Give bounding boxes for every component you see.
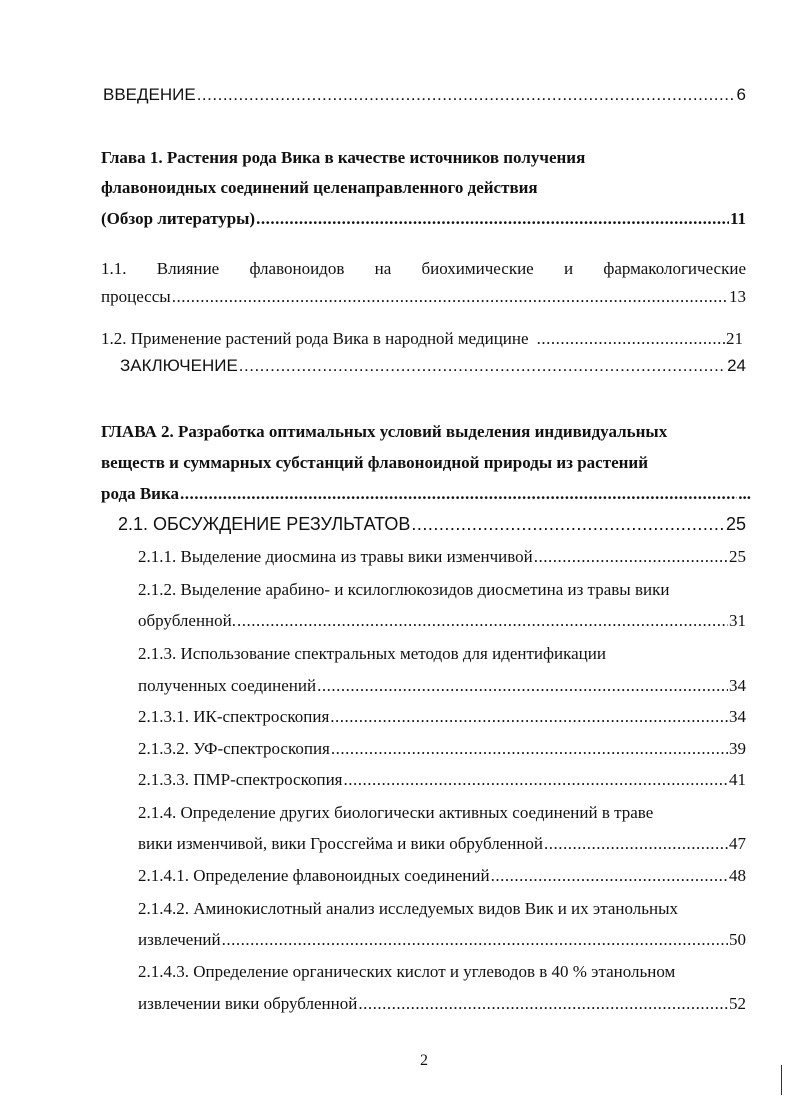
toc-page: 39 (729, 739, 746, 758)
leader-dots (239, 357, 726, 374)
leader-dots (537, 330, 725, 347)
toc-title: ЗАКЛЮЧЕНИЕ (120, 356, 238, 375)
toc-page: 24 (727, 356, 746, 375)
toc-page: 31 (729, 611, 746, 630)
toc-page: 50 (729, 930, 746, 949)
toc-title: (Обзор литературы) (101, 209, 256, 228)
toc-entry[interactable] (138, 548, 746, 565)
toc-title: 2.1.3. Использование спектральных методов для идентификации (138, 644, 606, 663)
leader-dots (411, 515, 725, 533)
toc-conclusion[interactable] (120, 357, 746, 374)
leader-dots (358, 995, 728, 1012)
chapter2-heading-line: веществ и суммарных субстанций флавоноидной природы из растений (101, 453, 649, 472)
toc-title: 2.1.3.2. УФ-спектроскопия (138, 739, 330, 758)
word: Влияние (156, 259, 220, 278)
word: биохимические (421, 259, 534, 278)
toc-page: 41 (729, 770, 746, 789)
leader-dots (256, 210, 729, 227)
chapter1-heading-line: Глава 1. Растения рода Вика в качестве источников получения (101, 148, 586, 167)
toc-title: 2.1.1. Выделение диосмина из травы вики изменчивой (138, 547, 533, 566)
toc-title: 2.1.4.1. Определение флавоноидных соединений (138, 866, 490, 885)
toc-page: 34 (729, 676, 746, 695)
scan-mark (781, 1065, 782, 1095)
toc-page: 13 (729, 287, 746, 306)
leader-dots (544, 835, 728, 852)
word: флавоноидов (249, 259, 345, 278)
toc-chapter2[interactable] (101, 485, 751, 502)
toc-title: процессы (101, 287, 171, 306)
toc-entry[interactable] (138, 835, 746, 852)
leader-dots (330, 708, 728, 725)
toc-title: 2.1.4.3. Определение органических кислот и углеводов в 40 % этанольном (138, 962, 676, 981)
toc-entry-line (138, 963, 675, 980)
toc-chapter1[interactable] (101, 210, 746, 227)
chapter1-heading-line: флавоноидных соединений целенаправленного действия (101, 178, 538, 197)
toc-title: рода Вика (101, 484, 179, 503)
toc-page: 6 (736, 85, 746, 104)
toc-page: 25 (729, 547, 746, 566)
toc-intro[interactable] (103, 86, 746, 103)
toc-title: обрубленной. (138, 611, 236, 630)
toc-section-1-1[interactable] (101, 260, 746, 277)
leader-dots (197, 86, 736, 103)
leader-dots (344, 771, 729, 788)
word: фармакологические (603, 259, 746, 278)
page-number: 2 (420, 1052, 428, 1069)
word: и (563, 259, 574, 278)
toc-entry[interactable] (138, 612, 746, 629)
chapter2-heading-line: ГЛАВА 2. Разработка оптимальных условий выделения индивидуальных (101, 422, 668, 441)
toc-page: ... (738, 484, 751, 503)
toc-page: 52 (729, 994, 746, 1013)
toc-entry[interactable] (138, 867, 746, 884)
toc-section-2-1[interactable] (118, 515, 746, 533)
leader-dots (331, 740, 728, 757)
leader-dots (237, 612, 728, 629)
toc-title: 2.1.3.3. ПМР-спектроскопия (138, 770, 343, 789)
toc-entry-line (138, 804, 653, 821)
toc-title: 2.1. ОБСУЖДЕНИЕ РЕЗУЛЬТАТОВ (118, 514, 411, 534)
leader-dots (180, 485, 737, 502)
word: 1.1. (101, 259, 127, 278)
toc-title: извлечений (138, 930, 221, 949)
toc-title: 1.2. Применение растений рода Вика в народной медицине (101, 329, 529, 348)
toc-title: 2.1.4. Определение других биологически активных соединений в траве (138, 803, 654, 822)
toc-page: 47 (729, 834, 746, 853)
toc-entry[interactable] (138, 771, 746, 788)
leader-dots (222, 931, 728, 948)
toc-page: 34 (729, 707, 746, 726)
toc-title: 2.1.3.1. ИК-спектроскопия (138, 707, 330, 726)
toc-section-1-2[interactable] (101, 330, 743, 347)
leader-dots (491, 867, 728, 884)
toc-title: 2.1.2. Выделение арабино- и ксилоглюкозидов диосметина из травы вики (138, 580, 670, 599)
toc-entry[interactable] (138, 931, 746, 948)
toc-entry[interactable] (138, 740, 746, 757)
leader-dots (317, 677, 728, 694)
toc-title: ВВЕДЕНИЕ (103, 85, 196, 104)
toc-entry[interactable] (138, 677, 746, 694)
toc-entry-line (138, 645, 606, 662)
toc-entry-line (138, 581, 669, 598)
toc-page: 11 (729, 209, 746, 228)
toc-section-1-1-cont[interactable] (101, 288, 746, 305)
toc-entry[interactable] (138, 708, 746, 725)
toc-title: 2.1.4.2. Аминокислотный анализ исследуемых видов Вик и их этанольных (138, 899, 679, 918)
leader-dots (534, 548, 728, 565)
toc-page: 48 (729, 866, 746, 885)
toc-page: 21 (726, 329, 743, 348)
toc-entry[interactable] (138, 995, 746, 1012)
word: на (374, 259, 392, 278)
leader-dots (172, 288, 728, 305)
toc-title: полученных соединений (138, 676, 317, 695)
toc-page: 25 (725, 514, 746, 534)
toc-title: вики изменчивой, вики Гроссгейма и вики обрубленной (138, 834, 544, 853)
toc-entry-line (138, 900, 678, 917)
toc-title: извлечении вики обрубленной (138, 994, 358, 1013)
